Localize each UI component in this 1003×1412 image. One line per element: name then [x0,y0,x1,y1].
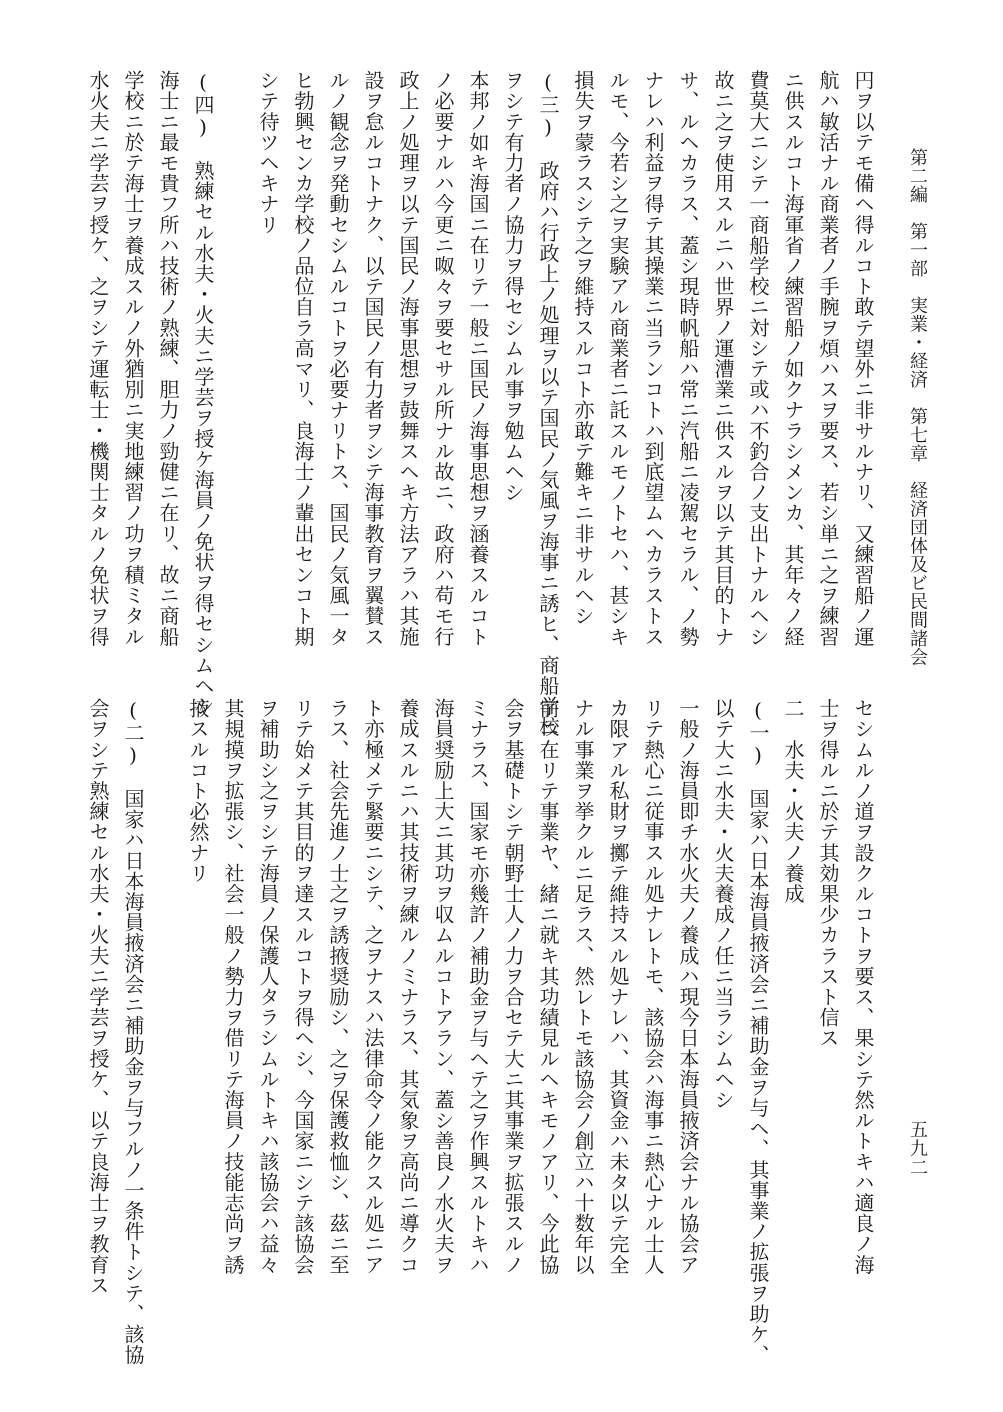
text-line: 航ハ敏活ナル商業者ノ手腕ヲ煩ハスヲ要ス、若シ単ニ之ヲ練習 [816,70,840,647]
text-line: ト亦極メテ緊要ニシテ、之ヲナスハ法律命令ノ能クスル処ニア [361,698,385,1275]
text-line: シテ待ツヘキナリ [256,70,280,235]
text-line: 損失ヲ蒙ラスシテ之ヲ維持スルコト亦敢テ難キニ非サルヘシ [571,70,595,627]
text-line: カ限アル私財ヲ擲テ維持スル処ナレハ、其資金ハ未タ以テ完全 [606,698,630,1275]
text-line: ヲ補助シ之ヲシテ海員ノ保護人タラシムルトキハ該協会ハ益々 [256,698,280,1275]
text-line: 会ヲ基礎トシテ朝野士人ノ力ヲ合セテ大ニ其事業ヲ拡張スルノ [501,698,525,1275]
text-line: 海士ニ最モ貴フ所ハ技術ノ熟練、胆力ノ勁健ニ在リ、故ニ商船 [156,70,180,647]
text-line: 一般ノ海員即チ水火夫ノ養成ハ現今日本海員掖済会ナル協会ア [676,698,700,1275]
text-line: 水火夫ニ学芸ヲ授ケ、之ヲシテ運転士・機関士タルノ免状ヲ得 [86,70,110,647]
text-line: 養成スルニハ其技術ヲ練ルノミナラス、其気象ヲ高尚ニ導クコ [396,698,420,1275]
text-line: ニ供スルコト海軍省ノ練習船ノ如クナラシメンカ、其年々ノ経 [781,70,805,647]
text-line: ルモ、今若シ之ヲ実験アル商業者ニ託スルモノトセハ、甚シキ [606,70,630,647]
text-line: 故ニ之ヲ使用スルニハ世界ノ運漕業ニ供スルヲ以テ其目的トナ [711,70,735,647]
text-line: 海員奨励上大ニ其功ヲ収ムルコトアラン、蓋シ善良ノ水火夫ヲ [431,698,455,1275]
text-line: 費莫大ニシテ一商船学校ニ対シテ或ハ不釣合ノ支出トナルヘシ [746,70,770,647]
text-line: ヒ勃興センカ学校ノ品位自ラ高マリ、良海士ノ輩出センコト期 [291,70,315,647]
text-line: ノ必要ナルハ今更ニ呶々ヲ要セサル所ナル故ニ、政府ハ苟モ行 [431,70,455,647]
text-line: ナル事業ヲ挙クルニ足ラス、然レトモ該協会ノ創立ハ十数年以 [571,698,595,1275]
text-line: 設ヲ怠ルコトナク、以テ国民ノ有力者ヲシテ海事教育ヲ翼賛ス [361,70,385,647]
text-line: 以テ大ニ水夫・火夫養成ノ任ニ当ラシムヘシ [711,698,735,1110]
text-line: ナレハ利益ヲ得テ其操業ニ当ランコトハ到底望ムヘカラストス [641,70,665,647]
text-line: 士ヲ得ルニ於テ其効果少カラスト信ス [816,698,840,1049]
text-line: リテ始メテ其目的ヲ達スルコトヲ得ヘシ、今国家ニシテ該協会 [291,698,315,1275]
section-heading-2-1: (一) 国家ハ日本海員掖済会ニ補助金ヲ与ヘ、其事業ノ拡張ヲ助ケ、 [746,698,770,1366]
text-line: ミナラス、国家モ亦幾許ノ補助金ヲ与ヘテ之ヲ作興スルトキハ [466,698,490,1275]
text-line: サ、ルヘカラス、蓋シ現時帆船ハ常ニ汽船ニ凌駕セラル、ノ勢 [676,70,700,647]
page-number: 五九二 [907,1120,928,1177]
section-heading-4: (四) 熟練セル水夫・火夫ニ学芸ヲ授ケ海員ノ免状ヲ得セシムヘシ [191,70,215,717]
section-heading-3: (三) 政府ハ行政上ノ処理ヲ以テ国民ノ気風ヲ海事ニ誘ヒ、商船学校 [536,70,560,738]
text-line: 学校ニ於テ海士ヲ養成スルノ外猶別ニ実地練習ノ功ヲ積ミタル [121,70,145,647]
text-line: セシムルノ道ヲ設クルコトヲ要ス、果シテ然ルトキハ適良ノ海 [851,698,875,1275]
text-line: ラス、社会先進ノ士之ヲ誘掖奨励シ、之ヲ保護救恤シ、茲ニ至 [326,698,350,1275]
text-line: リテ熱心ニ従事スル処ナレトモ、該協会ハ海事ニ熱心ナル士人 [641,698,665,1275]
text-line: 前ニ在リテ事業ヤ、緒ニ就キ其功績見ルヘキモノアリ、今此協 [536,698,560,1275]
section-heading-2-2: (二) 国家ハ日本海員掖済会ニ補助金ヲ与フルノ一条件トシテ、該協 [121,698,145,1366]
text-line: 円ヲ以テモ備ヘ得ルコト敢テ望外ニ非サルナリ、又練習船ノ運 [851,70,875,647]
text-line: 政上ノ処理ヲ以テ国民ノ海事思想ヲ鼓舞スヘキ方法アラハ其施 [396,70,420,647]
text-line: 本邦ノ如キ海国ニ在リテ一般ニ国民ノ海事思想ヲ涵養スルコト [466,70,490,647]
text-line: ルノ観念ヲ発動セシムルコトヲ必要ナリトス、国民ノ気風一タ [326,70,350,647]
text-line: ヲシテ有力者ノ協力ヲ得セシムル事ヲ勉ムヘシ [501,70,525,503]
text-line: 掖スルコト必然ナリ [186,698,210,884]
section-heading-2: 二 水夫・火夫ノ養成 [781,698,805,904]
running-head: 第二編 第一部 実業・経済 第七章 経済団体及ビ民間諸会 [907,148,928,666]
text-line: 其規摸ヲ拡張シ、社会一般ノ勢力ヲ借リテ海員ノ技能志尚ヲ誘 [221,698,245,1275]
text-line: 会ヲシテ熟練セル水夫・火夫ニ学芸ヲ授ケ、以テ良海士ヲ教育ス [86,698,110,1296]
